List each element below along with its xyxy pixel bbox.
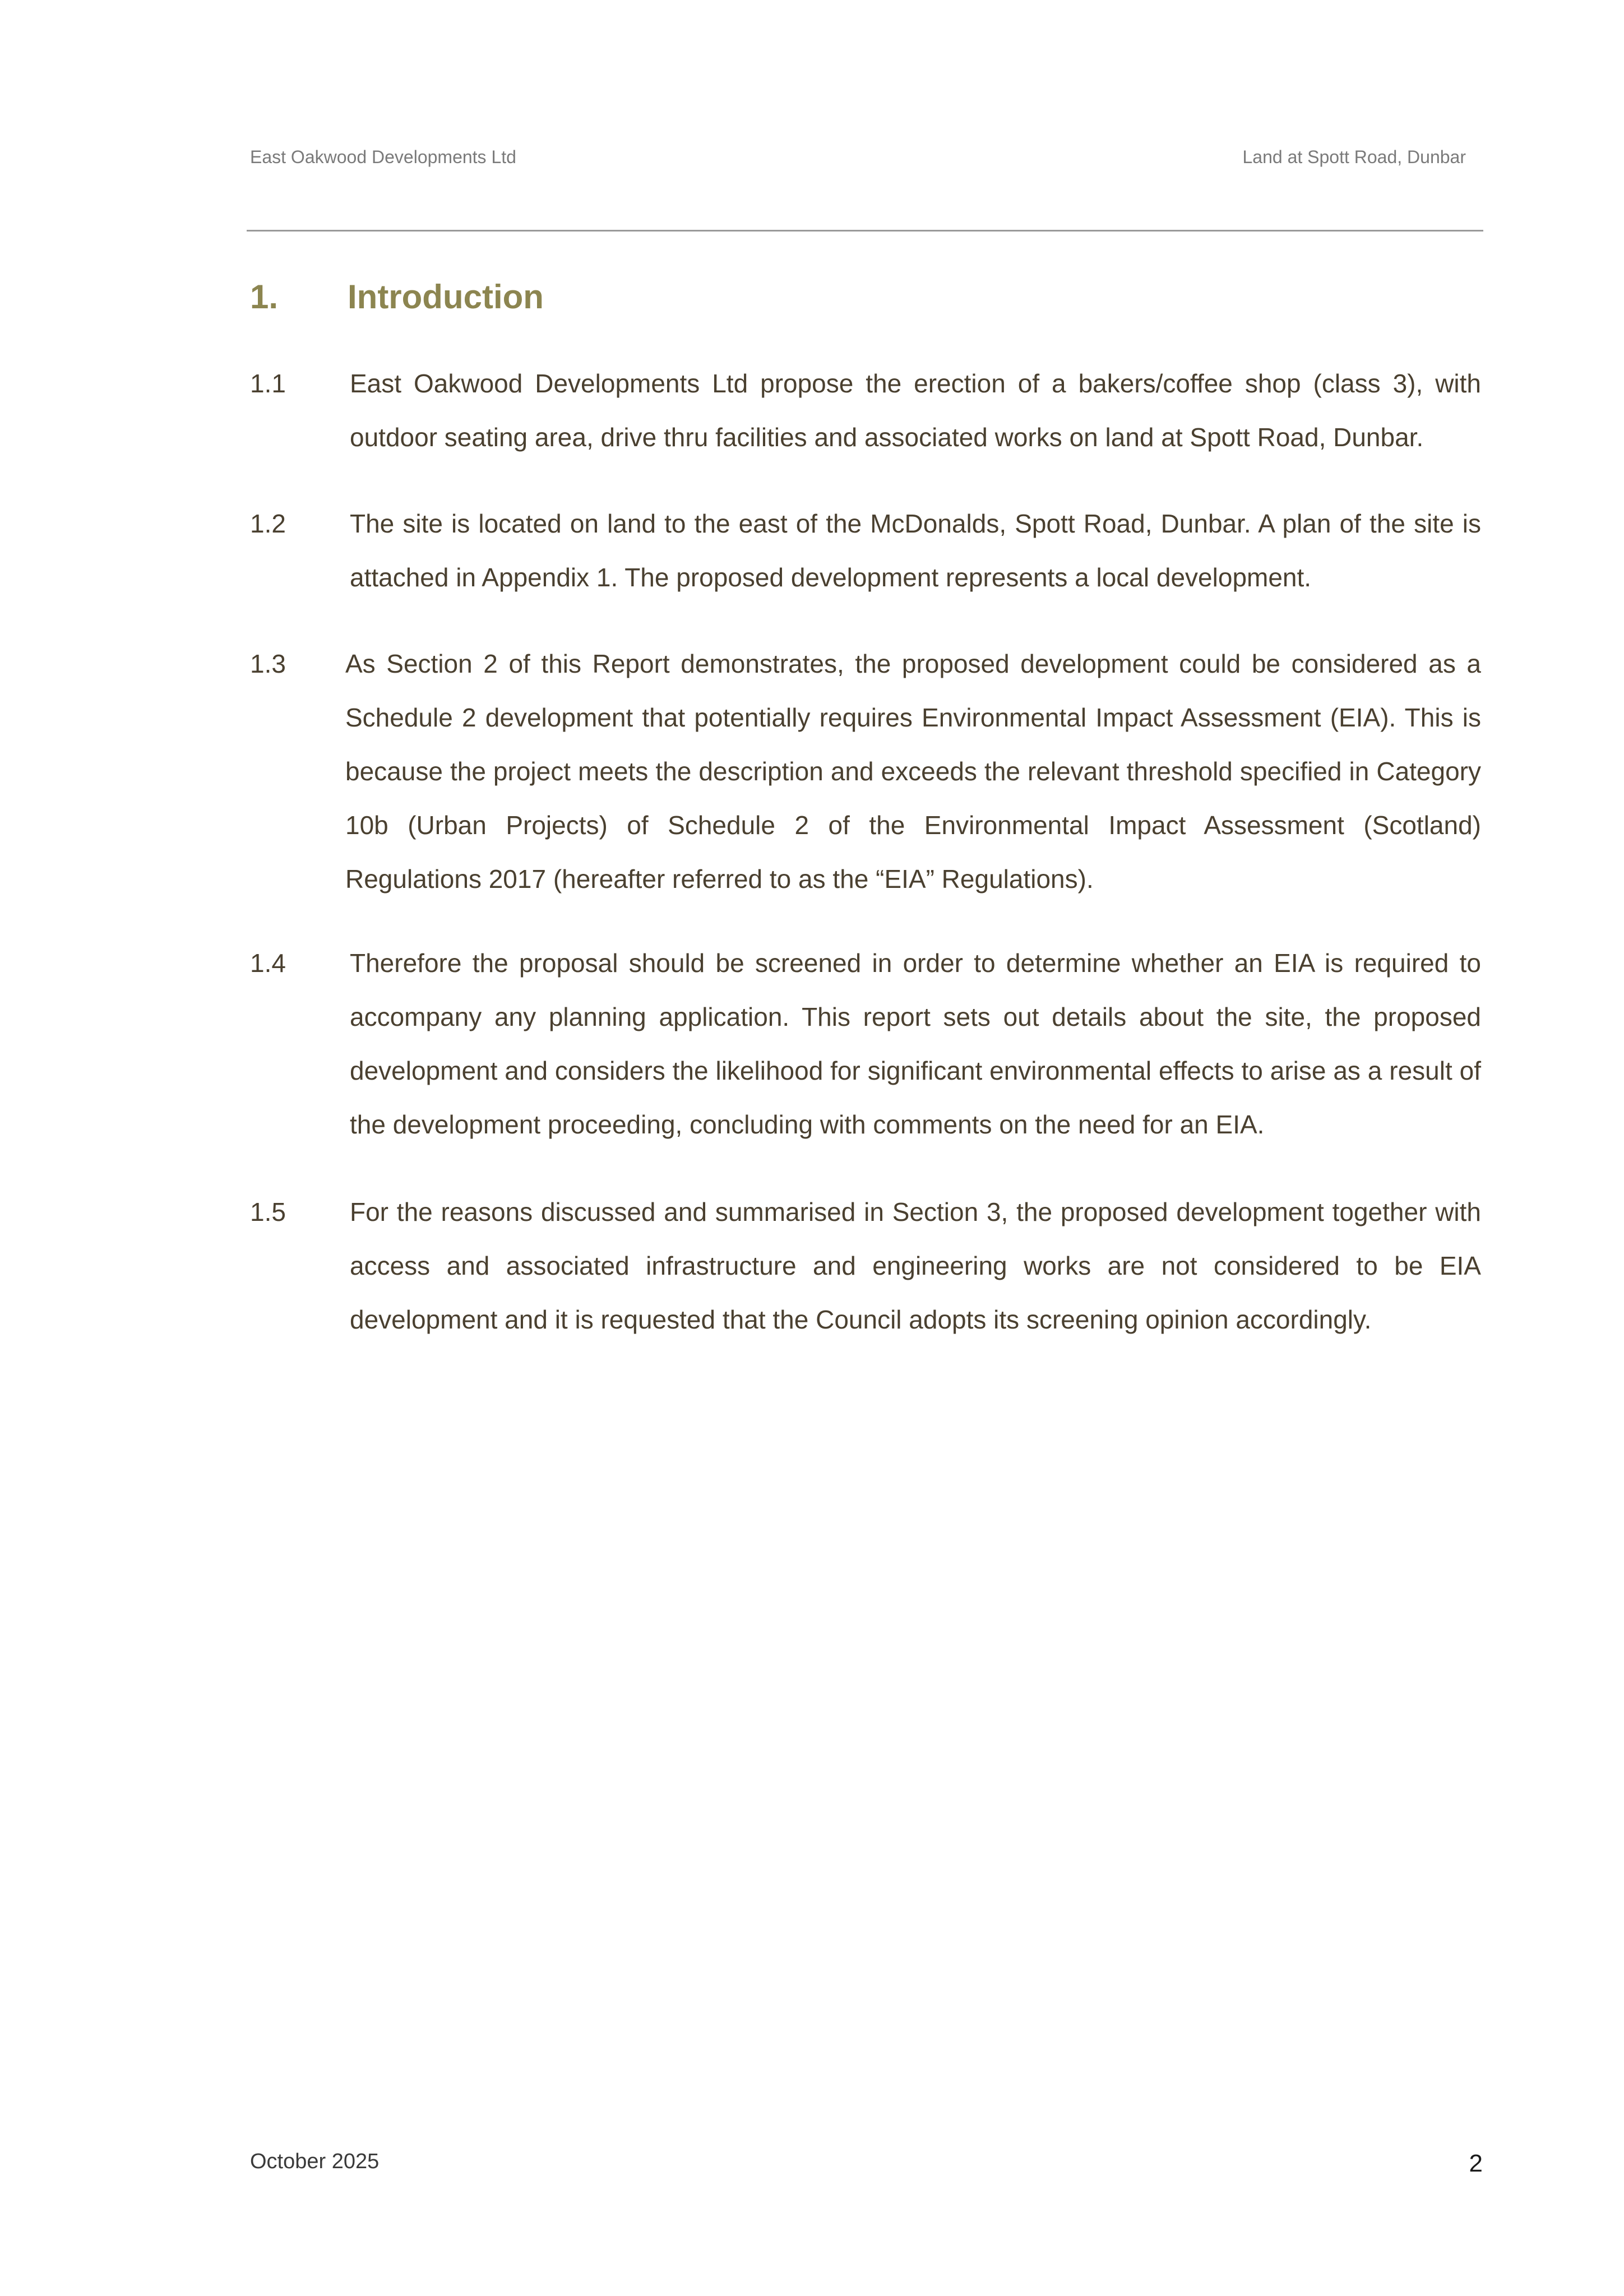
paragraph-1-1	[250, 357, 1481, 464]
paragraph-text: Therefore the proposal should be screened in order to determine whether an EIA is required to accompany any planning application. This report sets out details about the site, the proposed development and considers the likelihood for significant environmental effects to arise as a result of the development proceeding, concluding with comments on the need for an EIA.	[350, 948, 1481, 1139]
paragraph-number: 1.5	[250, 1197, 286, 1226]
section-heading	[250, 275, 544, 320]
section-title: Introduction	[348, 278, 544, 316]
paragraph-text: As Section 2 of this Report demonstrates, the proposed development could be considered as a Schedule 2 development that potentially requires Environmental Impact Assessment (EIA). This is because the project meets the description and exceeds the relevant threshold specified in Category 10b (Urban Projects) of Schedule 2 of the Environmental Impact Assessment (Scotland) Regulations 2017 (hereafter referred to as the “EIA” Regulations).	[345, 649, 1481, 894]
footer-date: October 2025	[250, 2150, 380, 2173]
paragraph-text: East Oakwood Developments Ltd propose the erection of a bakers/coffee shop (class 3), with outdoor seating area, drive thru facilities and associated works on land at Spott Road, Dunbar.	[350, 369, 1481, 452]
paragraph-1-2	[250, 497, 1481, 604]
page-number: 2	[1469, 2150, 1483, 2177]
paragraph-text: For the reasons discussed and summarised in Section 3, the proposed development together with access and associated infrastructure and engineering works are not considered to be EIA development and it is requested that the Council adopts its screening opinion accordingly.	[350, 1197, 1481, 1334]
header-divider	[247, 230, 1483, 232]
paragraph-number: 1.4	[250, 948, 286, 978]
paragraph-text: The site is located on land to the east of the McDonalds, Spott Road, Dunbar. A plan of the site is attached in Appendix 1. The proposed development represents a local development.	[350, 509, 1481, 592]
section-number: 1.	[250, 278, 279, 316]
paragraph-number: 1.1	[250, 369, 286, 398]
header-site: Land at Spott Road, Dunbar	[1242, 147, 1466, 167]
paragraph-number: 1.3	[250, 649, 286, 678]
paragraph-number: 1.2	[250, 509, 286, 538]
paragraph-1-4	[250, 936, 1481, 1151]
paragraph-1-3	[250, 637, 1481, 906]
header-company: East Oakwood Developments Ltd	[250, 147, 516, 167]
paragraph-1-5	[250, 1185, 1481, 1346]
